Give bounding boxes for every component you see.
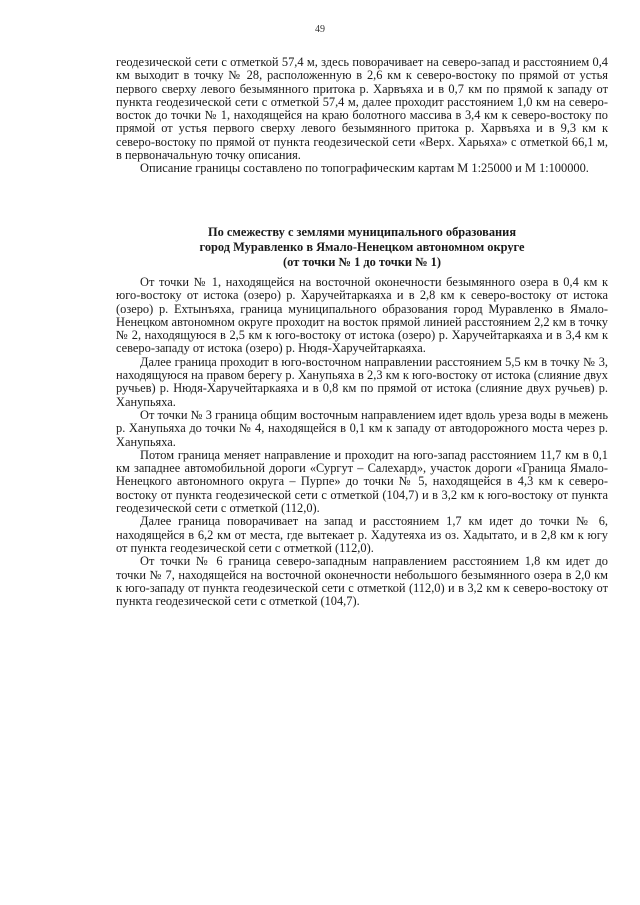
main-paragraph: От точки № 6 граница северо-западным направлением расстоянием 1,8 км идет до точки № 7, находящейся на восточной оконечности небольшого безымянного озера в 2,0 км к юго-западу от пункта геодезической сети с отметкой (112,0) и в 3,2 км к северо-востоку от пункта геодезической сети с отметкой (104,7). bbox=[116, 554, 608, 609]
main-paragraph: Далее граница поворачивает на запад и расстоянием 1,7 км идет до точки № 6, находящейся в 6,2 км от места, где вытекает р. Хадутеяха из оз. Хадытато, и в 2,8 км к югу от пункта геодезической сети с отметкой (112,0). bbox=[116, 514, 608, 555]
intro-paragraph: геодезической сети с отметкой 57,4 м, здесь поворачивает на северо-запад и расстоянием 0,4 км выходит в точку № 28, расположенную в 2,6 км к северо-востоку по прямой от устья первого сверху левого безымянного притока р. Харвъяха и в 0,7 км по прямой к западу от пункта геодезической сети с отметкой 57,4 м, далее проходит расстоянием 1,0 км на северо-восток до точки № 1, находящейся на краю болотного массива в 3,4 км к северо-востоку по прямой от устья первого сверху левого безымянного притока р. Харвъяха и в 9,3 км к северо-востоку по прямой от пункта геодезической сети «Верх. Харьяха» с отметкой 66,1 м, в первоначальную точку описания. bbox=[116, 55, 608, 163]
intro-paragraph: Описание границы составлено по топографическим картам М 1:25000 и М 1:100000. bbox=[140, 161, 589, 176]
heading-line: (от точки № 1 до точки № 1) bbox=[283, 254, 441, 269]
main-paragraph: От точки № 1, находящейся на восточной оконечности безымянного озера в 0,4 км к юго-востоку от истока (озеро) р. Харучейтаркаяха и в 2,8 км к северо-востоку от истока (озеро) р. Ехтынъяха, граница муниципального образования город Муравленко в Ямало-Ненецком автономном округе проходит на восток прямой линией расстоянием 2,2 км в точку № 2, находящуюся в 2,5 км к юго-востоку от истока (озеро) р. Харучейтаркаяха и в 3,4 км к северо-западу от истока (озеро) р. Нюдя-Харучейтаркаяха. bbox=[116, 275, 608, 356]
intro-section bbox=[116, 56, 608, 176]
main-section bbox=[116, 276, 608, 608]
main-paragraph: Потом граница меняет направление и проходит на юго-запад расстоянием 11,7 км в 0,1 км западнее автомобильной дороги «Сургут – Салехард», участок дороги «Граница Ямало-Ненецкого автономного округа – Пурпе» до точки № 5, находящейся в 4,3 км к северо-востоку от пункта геодезической сети с отметкой (104,7) и в 3,2 км к юго-востоку от пункта геодезической сети с отметкой (112,0). bbox=[116, 447, 608, 516]
section-heading bbox=[116, 225, 608, 269]
main-paragraph: Далее граница проходит в юго-восточном направлении расстоянием 5,5 км в точку № 3, находящуюся на правом берегу р. Ханупьяха в 2,3 км к юго-востоку от истока (слияние двух ручьев) р. Нюдя-Харучейтаркаяха и в 0,8 км по прямой от истока (слияние двух ручьев) р. Ханупьяха. bbox=[116, 354, 608, 409]
main-paragraph: От точки № 3 граница общим восточным направлением идет вдоль уреза воды в межень р. Ханупьяха до точки № 4, находящейся в 0,1 км к западу от автодорожного моста через р. Ханупьяха. bbox=[116, 407, 608, 449]
heading-line: город Муравленко в Ямало-Ненецком автономном округе bbox=[199, 239, 525, 254]
heading-line: По смежеству с землями муниципального образования bbox=[207, 225, 517, 239]
page-number: 49 bbox=[315, 24, 325, 35]
